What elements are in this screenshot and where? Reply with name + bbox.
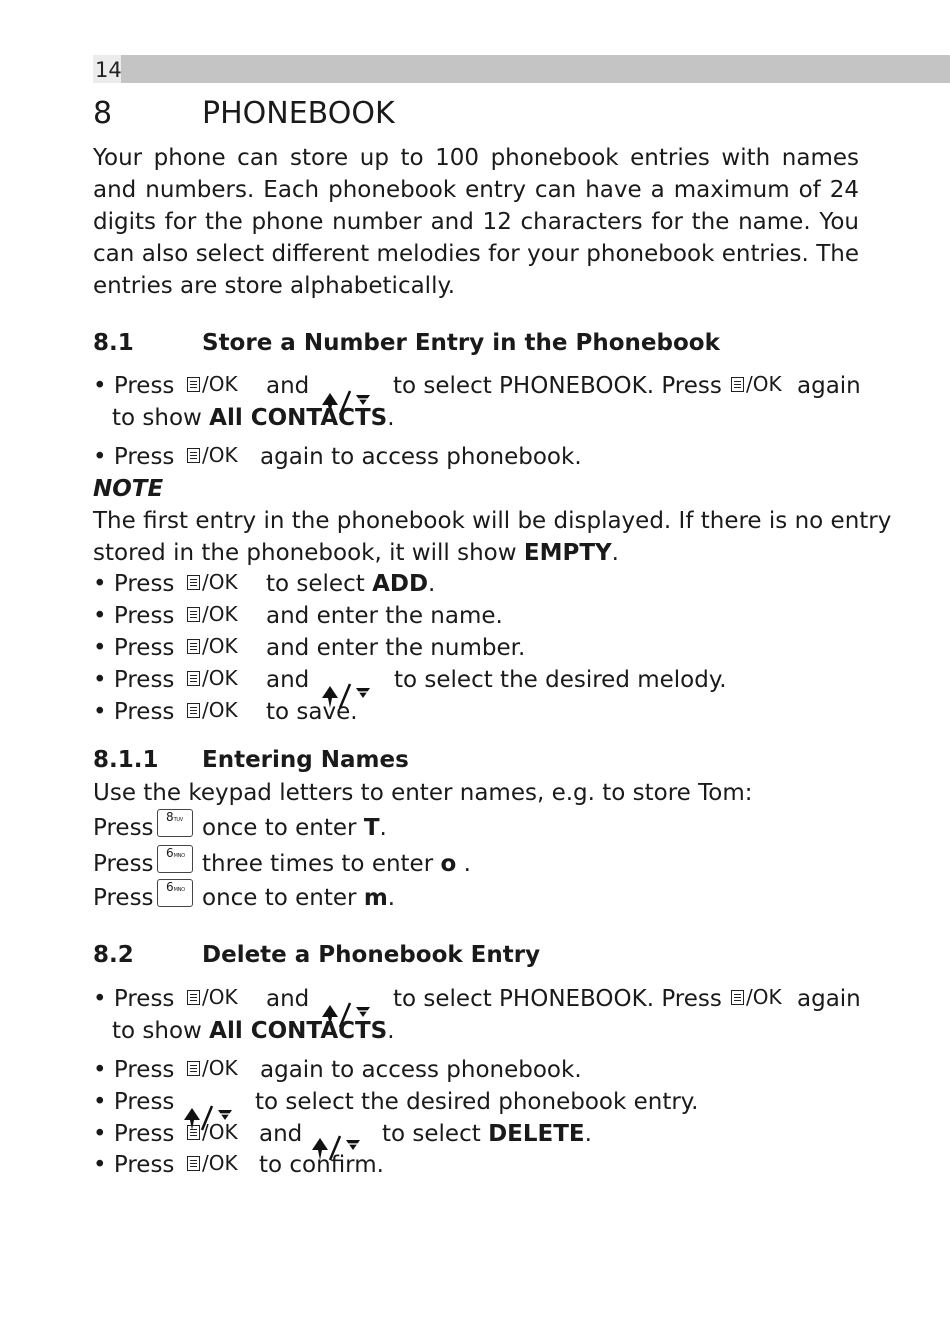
note-text: The first entry in the phonebook will be displayed. If there is no entry <box>93 508 892 534</box>
bullet-text: again to access phonebook. <box>260 444 582 470</box>
bullet-and: and <box>266 986 310 1012</box>
menu-ok-icon: /OK <box>731 981 782 1014</box>
menu-ok-icon: /OK <box>187 981 238 1014</box>
bullet-text: to select PHONEBOOK. Press <box>393 986 722 1012</box>
instruction-text: once to enter T. <box>202 815 387 841</box>
instruction-text: three times to enter o . <box>202 851 471 877</box>
intro-paragraph: Your phone can store up to 100 phonebook entries with names and numbers. Each phonebook entry can have a maximum of 24 digits for the phone number and 12 characters for the name. You can also select different melodies for your phonebook entries. The entries are store alphabetically. <box>93 145 859 299</box>
bullet-text: to select PHONEBOOK. Press <box>393 373 722 399</box>
bullet-text: to show All CONTACTS. <box>112 405 395 431</box>
menu-ok-icon: /OK <box>187 1052 238 1085</box>
section-number: 8.1 <box>93 330 134 356</box>
bullet-press: • Press <box>93 699 175 725</box>
section-title: Store a Number Entry in the Phonebook <box>202 330 720 356</box>
chapter-title: PHONEBOOK <box>202 96 395 131</box>
bullet-press: • Press <box>93 1121 175 1147</box>
bullet-press: • Press <box>93 1152 175 1178</box>
instruction-text: once to enter m. <box>202 885 396 911</box>
menu-ok-icon: /OK <box>187 630 238 663</box>
bullet-press: • Press <box>93 1057 175 1083</box>
bullet-text: again <box>797 986 861 1012</box>
bullet-text: to show All CONTACTS. <box>112 1018 395 1044</box>
menu-ok-icon: /OK <box>187 439 238 472</box>
bullet-text: again <box>797 373 861 399</box>
bullet-text: and enter the name. <box>266 603 503 629</box>
bullet-and: and <box>259 1121 303 1147</box>
keypad-key-icon: 6MNO <box>157 853 193 881</box>
section-number: 8.1.1 <box>93 747 159 773</box>
press-label: Press <box>93 851 154 877</box>
page-header-bar <box>93 55 950 83</box>
note-text: stored in the phonebook, it will show EMPTY. <box>93 540 619 566</box>
bullet-press: • Press <box>93 603 175 629</box>
bullet-press: • Press <box>93 667 175 693</box>
menu-ok-icon: /OK <box>187 1147 238 1180</box>
section-intro: Use the keypad letters to enter names, e.g. to store Tom: <box>93 780 753 806</box>
bullet-press: • Press <box>93 373 175 399</box>
bullet-and: and <box>266 667 310 693</box>
bullet-text: to save. <box>266 699 358 725</box>
bullet-text: to confirm. <box>259 1152 384 1178</box>
bullet-text: to select ADD. <box>266 571 436 597</box>
bullet-text: to select DELETE. <box>382 1121 592 1147</box>
bullet-press: • Press <box>93 444 175 470</box>
section-number: 8.2 <box>93 942 134 968</box>
bullet-press: • Press <box>93 635 175 661</box>
menu-ok-icon: /OK <box>187 368 238 401</box>
section-title: Delete a Phonebook Entry <box>202 942 541 968</box>
menu-ok-icon: /OK <box>187 662 238 695</box>
bullet-text: to select the desired phonebook entry. <box>255 1089 699 1115</box>
menu-ok-icon: /OK <box>187 566 238 599</box>
bullet-press: • Press <box>93 1089 175 1115</box>
press-label: Press <box>93 815 154 841</box>
bullet-press: • Press <box>93 986 175 1012</box>
bullet-press: • Press <box>93 571 175 597</box>
menu-ok-icon: /OK <box>187 694 238 727</box>
bullet-text: to select the desired melody. <box>394 667 727 693</box>
bullet-and: and <box>266 373 310 399</box>
bullet-text: and enter the number. <box>266 635 526 661</box>
all-contacts-label: All CONTACTS <box>209 405 388 431</box>
keypad-key-icon: 8TUV <box>157 817 193 845</box>
menu-ok-icon: /OK <box>187 598 238 631</box>
section-title: Entering Names <box>202 747 409 773</box>
bullet-text: again to access phonebook. <box>260 1057 582 1083</box>
chapter-number: 8 <box>93 96 113 131</box>
keypad-key-icon: 6MNO <box>157 887 193 915</box>
menu-ok-icon: /OK <box>187 1116 238 1149</box>
menu-ok-icon: /OK <box>731 368 782 401</box>
press-label: Press <box>93 885 154 911</box>
note-label: NOTE <box>93 476 164 502</box>
page-number: 14 <box>93 55 121 83</box>
